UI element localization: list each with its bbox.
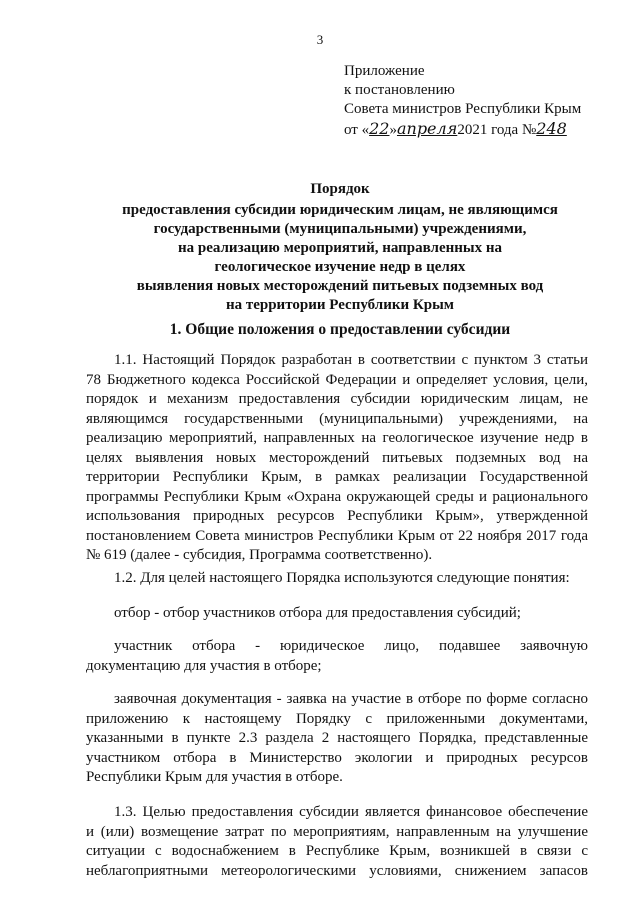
appendix-header xyxy=(344,62,581,140)
paragraph-line: неблагоприятными метеорологическими условиями, снижением запасов xyxy=(86,862,588,879)
document-subtitle xyxy=(80,201,600,315)
paragraph-line: территории Республики Крым, в рамках реализации Государственной xyxy=(86,469,588,485)
definition-selection xyxy=(86,604,588,624)
appendix-line-2: к постановлению xyxy=(344,82,455,98)
subtitle-line: государственными (муниципальными) учреждениями, xyxy=(153,221,527,237)
paragraph-line: и (или) возмещение затрат по мероприятиям, направленным на улучшение xyxy=(86,823,588,840)
paragraph-line: являющимся государственными (муниципальными) учреждениями, на xyxy=(86,410,588,427)
paragraph-line: участником отбора в Министерство экологии и природных ресурсов xyxy=(86,749,588,766)
paragraph-line: целях выявления новых месторождений питьевых подземных вод на xyxy=(86,449,588,466)
paragraph-line: реализацию мероприятий, направленных на геологическое изучение недр в xyxy=(86,430,588,446)
subtitle-line: предоставления субсидии юридическим лицам, не являющимся xyxy=(122,202,558,218)
paragraph-line: документацию для участия в отборе; xyxy=(86,657,322,674)
paragraph-line: порядок и механизм предоставления субсидии юридическим лицам, не xyxy=(86,391,588,407)
subtitle-line: выявления новых месторождений питьевых подземных вод xyxy=(136,278,544,294)
document-title: Порядок xyxy=(310,181,370,197)
handwritten-day: 22 xyxy=(369,119,390,138)
definition-participant xyxy=(86,637,588,676)
paragraph-line: Республики Крым для участия в отборе. xyxy=(86,769,343,785)
handwritten-number: 248 xyxy=(536,119,567,138)
paragraph-line: участник отбора - юридическое лицо, подавшее заявочную xyxy=(114,638,588,654)
paragraph-line: № 619 (далее - субсидия, Программа соответственно). xyxy=(86,547,433,563)
paragraph-1-3 xyxy=(86,803,588,881)
appendix-line-4 xyxy=(344,119,581,140)
paragraph-line: программы Республики Крым «Охрана окружающей среды и рационального xyxy=(86,488,588,505)
paragraph-line: приложению к настоящему Порядку с приложенными документами, xyxy=(86,710,588,727)
paragraph-line: 1.2. Для целей настоящего Порядка используются следующие понятия: xyxy=(114,570,570,586)
paragraph-line: постановлением Совета министров Республики Крым от 22 ноября 2017 года xyxy=(86,527,588,544)
paragraph-line: указанными в пункте 2.3 раздела 2 настоящего Порядка, представленные xyxy=(86,730,588,746)
paragraph-line: ситуации с водоснабжением в Республике Крым, возникшей в связи с xyxy=(86,843,588,859)
date-year: 2021 года № xyxy=(457,122,537,138)
appendix-line-1: Приложение xyxy=(344,63,425,79)
paragraph-line: 1.1. Настоящий Порядок разработан в соответствии с пунктом 3 статьи xyxy=(114,352,588,368)
definition-application xyxy=(86,690,588,788)
paragraph-1-2 xyxy=(86,569,588,589)
subtitle-line: геологическое изучение недр в целях xyxy=(214,259,466,275)
paragraph-line: 1.3. Целью предоставления субсидии является финансовое обеспечение xyxy=(114,804,588,820)
appendix-line-3: Совета министров Республики Крым xyxy=(344,101,582,117)
date-quote-close: » xyxy=(389,122,397,138)
subtitle-line: на реализацию мероприятий, направленных на xyxy=(177,240,503,256)
paragraph-line: отбор - отбор участников отбора для предоставления субсидий; xyxy=(114,605,521,621)
date-prefix: от « xyxy=(344,122,370,138)
page-number: 3 xyxy=(316,32,324,47)
handwritten-month: апреля xyxy=(396,119,458,138)
paragraph-line: заявочная документация - заявка на участие в отборе по форме согласно xyxy=(114,691,588,707)
paragraph-line: 78 Бюджетного кодекса Российской Федерации и определяет условия, цели, xyxy=(86,371,588,388)
subtitle-line: на территории Республики Крым xyxy=(225,297,455,313)
paragraph-line: использования природных ресурсов Республики Крым», утвержденной xyxy=(86,508,588,524)
section-heading: 1. Общие положения о предоставлении субсидии xyxy=(169,321,511,338)
paragraph-1-1 xyxy=(86,351,588,566)
